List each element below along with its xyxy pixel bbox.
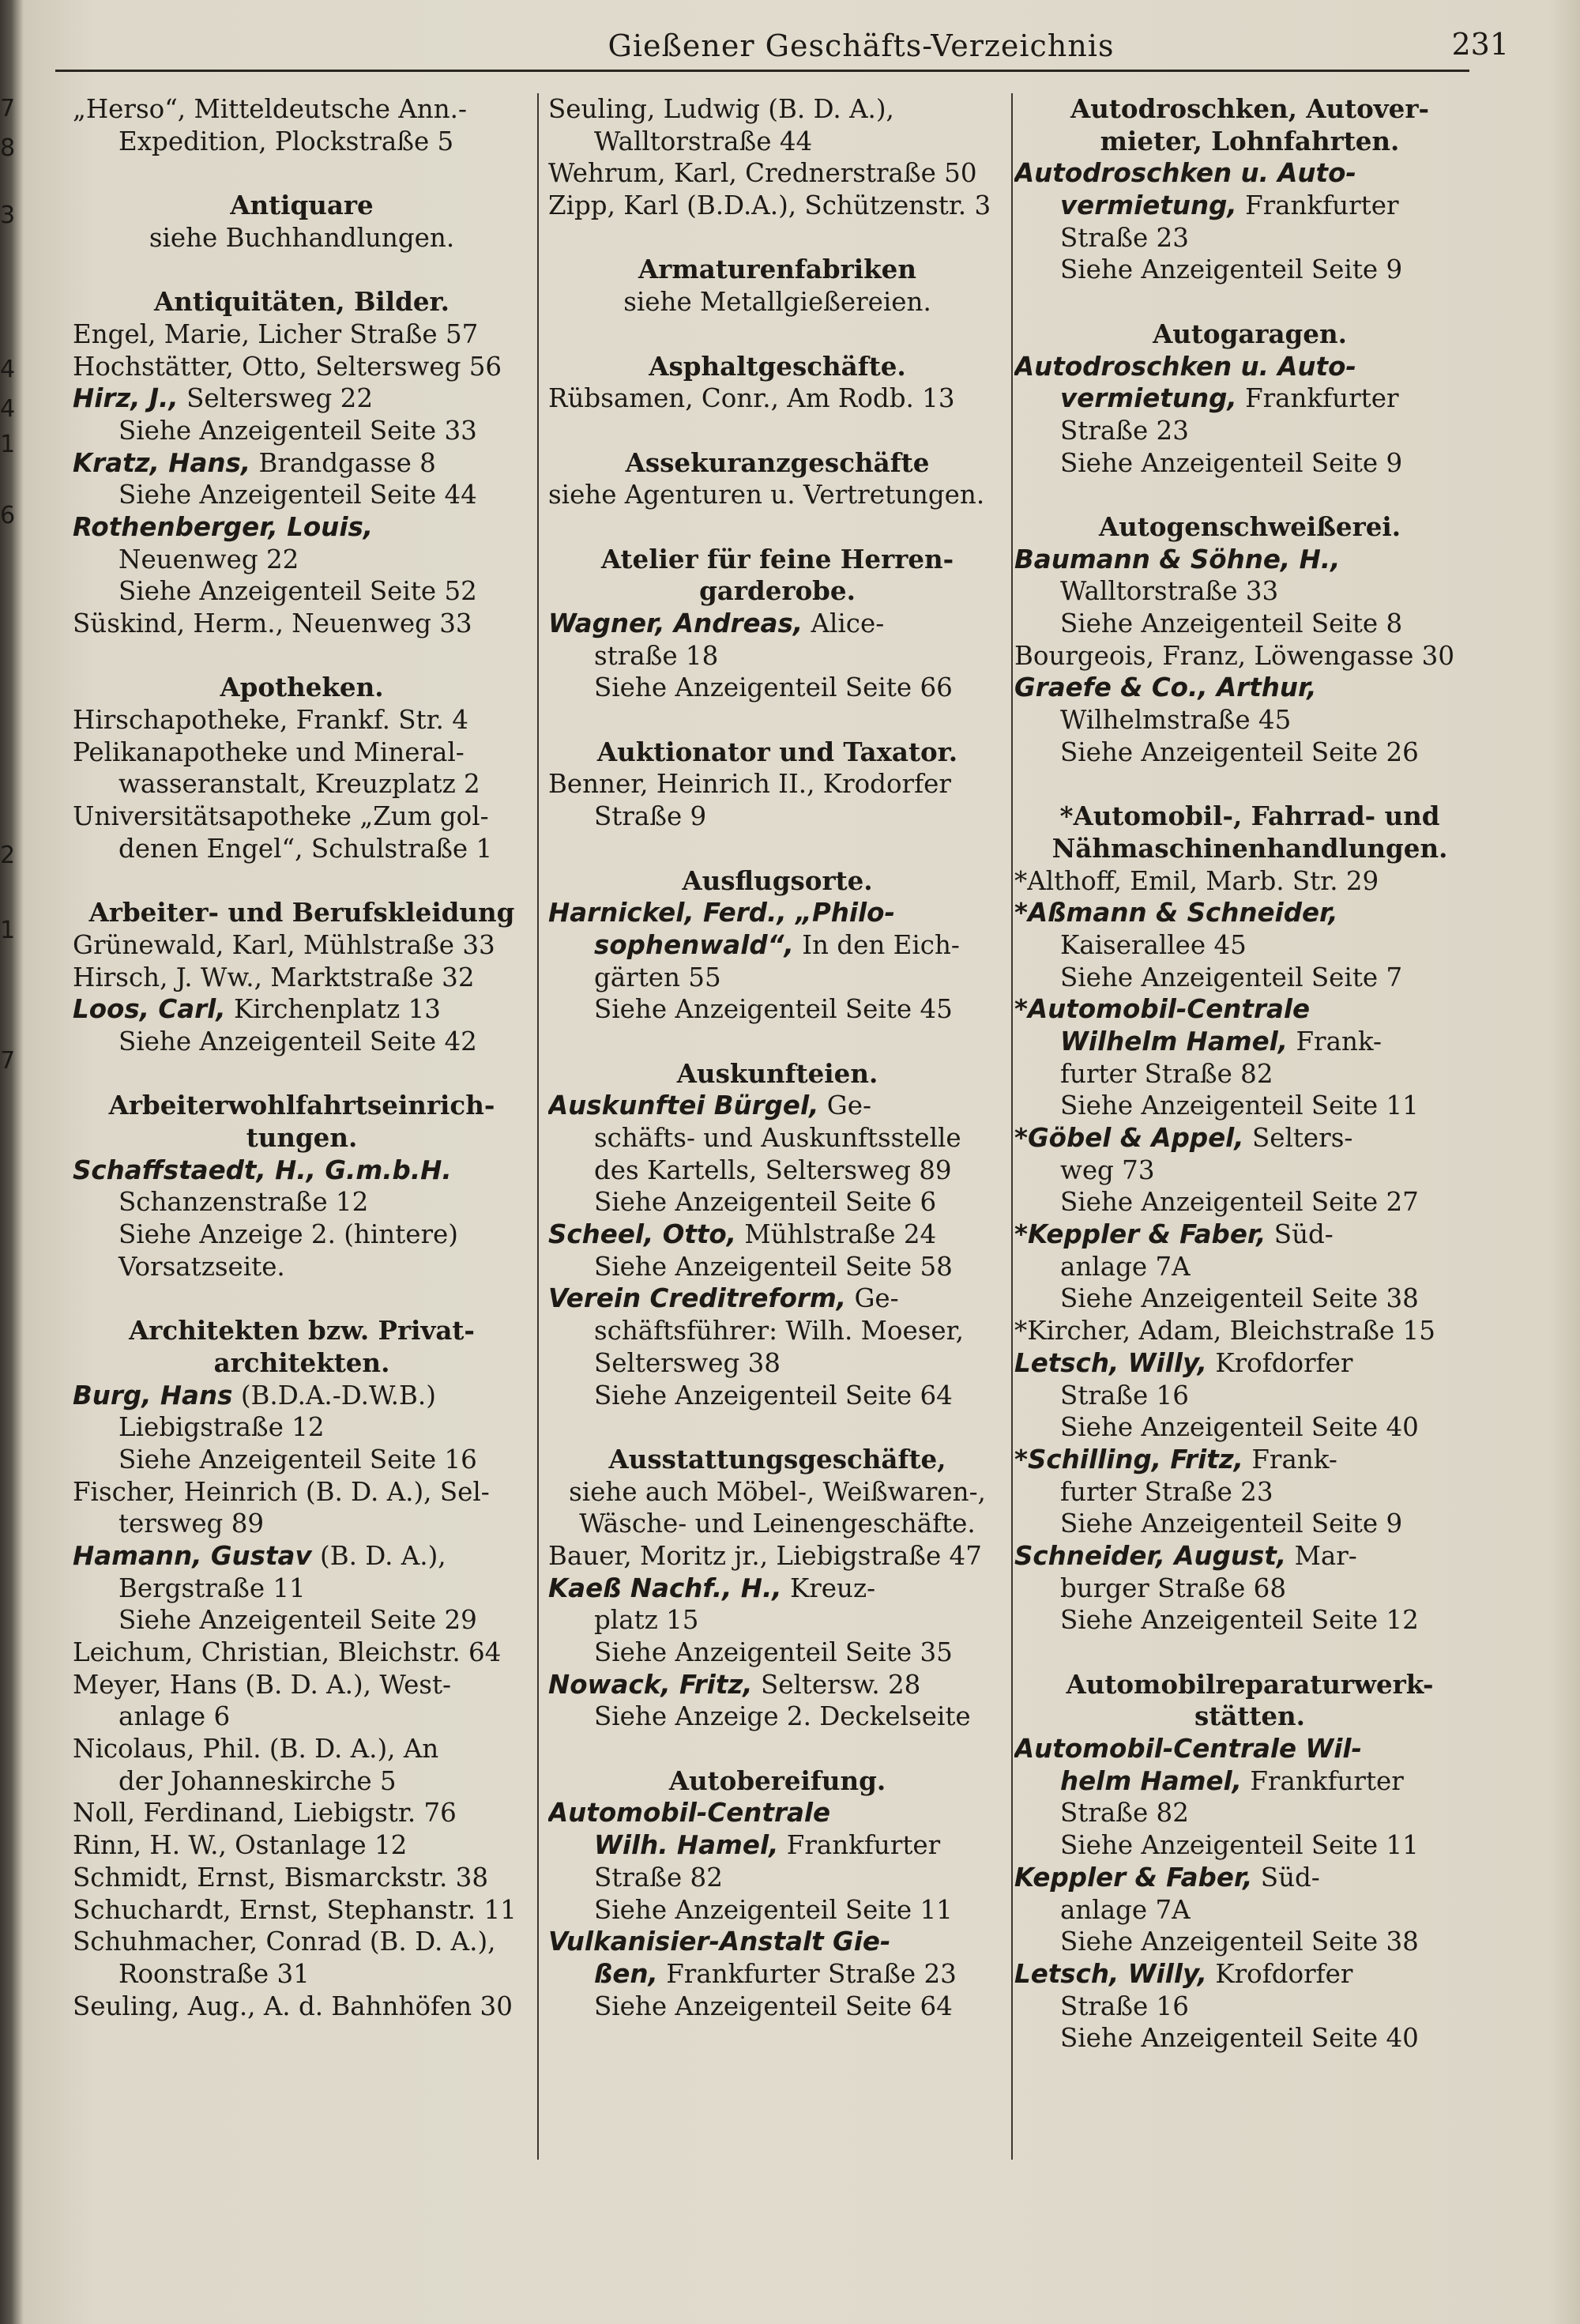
directory-entry: Benner, Heinrich II., Krodorfer xyxy=(548,769,951,800)
business-name: Schneider, August, xyxy=(1014,1540,1287,1571)
directory-entry: Schmidt, Ernst, Bismarckstr. 38 xyxy=(73,1862,489,1893)
section-heading: mieter, Lohnfahrten. xyxy=(1100,125,1400,156)
section-heading: tungen. xyxy=(246,1122,358,1153)
entry-continuation: Liebigstraße 12 xyxy=(118,1412,325,1443)
entry-address: Ge- xyxy=(818,1090,871,1121)
section-heading: Arbeiter- und Berufskleidung xyxy=(88,897,515,928)
spacer xyxy=(73,640,531,672)
entry-continuation: wasseranstalt, Kreuzplatz 2 xyxy=(118,769,480,800)
directory-entry: Hirsch, J. Ww., Marktstraße 32 xyxy=(73,962,475,993)
section-heading: Atelier für feine Herren- xyxy=(600,543,954,574)
advert-reference: Siehe Anzeigenteil Seite 58 xyxy=(594,1251,953,1282)
entry-address: Seltersweg 22 xyxy=(178,383,374,414)
directory-entry: Universitätsapotheke „Zum gol- xyxy=(73,801,489,832)
spacer xyxy=(548,1411,1006,1444)
section-heading: architekten. xyxy=(213,1347,390,1378)
directory-entry xyxy=(548,897,1006,929)
advert-reference: Siehe Anzeigenteil Seite 9 xyxy=(1060,447,1403,478)
section-heading: *Automobil-, Fahrrad- und xyxy=(1059,800,1440,832)
entry-continuation: Neuenweg 22 xyxy=(118,544,299,574)
advert-reference: Siehe Anzeigenteil Seite 33 xyxy=(118,415,477,446)
directory-entry xyxy=(1014,1733,1485,1765)
column-divider xyxy=(537,93,539,2160)
edge-mark: 3 xyxy=(0,202,16,229)
directory-entry xyxy=(73,1154,531,1187)
entry-address: Krofdorfer xyxy=(1206,1347,1353,1378)
entry-continuation: denen Engel“, Schulstraße 1 xyxy=(118,833,493,864)
business-name: Letsch, Willy, xyxy=(1014,1347,1207,1378)
directory-entry xyxy=(548,1797,1006,1829)
directory-entry: Seuling, Aug., A. d. Bahnhöfen 30 xyxy=(73,1991,513,2021)
directory-entry xyxy=(1014,1347,1485,1380)
spacer xyxy=(548,415,1006,447)
advert-reference: Siehe Anzeige 2. (hintere) xyxy=(118,1219,458,1250)
business-name: Kratz, Hans, xyxy=(73,447,251,478)
entry-address: Seltersw. 28 xyxy=(752,1669,921,1700)
directory-entry: Hirschapotheke, Frankf. Str. 4 xyxy=(73,705,468,736)
spacer xyxy=(548,511,1006,544)
section-heading: Autobereifung. xyxy=(668,1765,886,1796)
directory-entry xyxy=(548,1669,1006,1701)
entry-continuation: Bergstraße 11 xyxy=(118,1573,306,1603)
advert-reference: Siehe Anzeigenteil Seite 9 xyxy=(1060,1509,1403,1539)
directory-entry xyxy=(1014,993,1485,1026)
business-name: Autodroschken u. Auto- xyxy=(1014,351,1356,382)
cross-reference: siehe Metallgießereien. xyxy=(623,287,931,318)
advert-reference: Siehe Anzeigenteil Seite 11 xyxy=(1060,1090,1419,1121)
column-divider xyxy=(1011,93,1013,2160)
advert-reference: Siehe Anzeigenteil Seite 66 xyxy=(594,672,953,703)
entry-continuation xyxy=(1014,1765,1485,1798)
entry-address: Krofdorfer xyxy=(1206,1958,1353,1989)
entry-address: Frankfurter xyxy=(1236,190,1399,221)
advert-reference: Siehe Anzeigenteil Seite 7 xyxy=(1060,962,1403,993)
entry-address: Frankfurter xyxy=(1236,383,1399,414)
directory-entry: Seuling, Ludwig (B. D. A.), xyxy=(548,94,894,124)
section-heading: Antiquare xyxy=(230,190,374,221)
cross-reference: siehe Buchhandlungen. xyxy=(149,222,455,253)
directory-entry: Nicolaus, Phil. (B. D. A.), An xyxy=(73,1734,439,1765)
directory-entry: Grünewald, Karl, Mühlstraße 33 xyxy=(73,929,495,960)
spacer xyxy=(1014,1637,1485,1669)
business-name: *Schilling, Fritz, xyxy=(1014,1444,1244,1475)
directory-column-3 xyxy=(1014,93,1485,2055)
directory-entry: Zipp, Karl (B.D.A.), Schützenstr. 3 xyxy=(548,190,991,221)
section-heading: Antiquitäten, Bilder. xyxy=(154,286,450,318)
entry-address: Frank- xyxy=(1243,1444,1337,1475)
directory-entry xyxy=(1014,672,1485,704)
directory-entry: Süskind, Herm., Neuenweg 33 xyxy=(73,608,472,638)
business-name: Wagner, Andreas, xyxy=(548,608,803,638)
business-name: Harnickel, Ferd., „Philo- xyxy=(548,898,896,928)
section-heading: Ausstattungsgeschäfte, xyxy=(608,1443,946,1475)
directory-entry xyxy=(1014,1540,1485,1573)
spacer xyxy=(548,833,1006,865)
entry-continuation xyxy=(1014,1026,1485,1058)
entry-continuation: Vorsatzseite. xyxy=(118,1251,285,1282)
advert-reference: Siehe Anzeigenteil Seite 16 xyxy=(118,1444,477,1475)
directory-entry: Schuhmacher, Conrad (B. D. A.), xyxy=(73,1927,496,1957)
entry-address: Frankfurter xyxy=(1242,1765,1404,1796)
business-name: Hirz, J., xyxy=(73,383,179,414)
entry-continuation: Straße 23 xyxy=(1060,222,1189,253)
entry-continuation: weg 73 xyxy=(1060,1154,1155,1185)
spacer xyxy=(73,1283,531,1315)
business-name: Loos, Carl, xyxy=(73,994,226,1025)
directory-entry xyxy=(548,1926,1006,1958)
spacer xyxy=(73,254,531,286)
section-heading: Autogenschweißerei. xyxy=(1098,510,1401,542)
page-header xyxy=(71,22,1509,70)
entry-continuation: Straße 16 xyxy=(1060,1991,1189,2021)
entry-address: (B.D.A.-D.W.B.) xyxy=(232,1380,436,1411)
entry-continuation: anlage 6 xyxy=(118,1701,231,1732)
entry-continuation: Schanzenstraße 12 xyxy=(118,1187,369,1218)
section-heading: Architekten bzw. Privat- xyxy=(129,1315,475,1347)
directory-entry: Leichum, Christian, Bleichstr. 64 xyxy=(73,1637,502,1667)
spacer xyxy=(73,157,531,190)
directory-column-1 xyxy=(73,93,531,2022)
business-name: Rothenberger, Louis, xyxy=(73,511,374,542)
advert-reference: Siehe Anzeigenteil Seite 9 xyxy=(1060,254,1403,285)
edge-mark: 8 xyxy=(0,134,16,162)
entry-continuation: des Kartells, Seltersweg 89 xyxy=(594,1154,952,1185)
entry-continuation: Walltorstraße 33 xyxy=(1060,576,1279,607)
advert-reference: Siehe Anzeigenteil Seite 40 xyxy=(1060,1412,1419,1443)
business-name: Graefe & Co., Arthur, xyxy=(1014,672,1317,703)
advert-reference: Siehe Anzeigenteil Seite 42 xyxy=(118,1026,477,1057)
directory-entry: Bauer, Moritz jr., Liebigstraße 47 xyxy=(548,1540,982,1571)
advert-reference: Siehe Anzeigenteil Seite 12 xyxy=(1060,1605,1419,1636)
directory-entry: Noll, Ferdinand, Liebigstr. 76 xyxy=(73,1798,457,1829)
advert-reference: Siehe Anzeigenteil Seite 29 xyxy=(118,1605,477,1636)
business-name: Burg, Hans xyxy=(73,1380,233,1411)
edge-mark: 7 xyxy=(0,1047,16,1075)
spacer xyxy=(1014,286,1485,318)
entry-continuation: platz 15 xyxy=(594,1605,699,1636)
section-heading: Ausflugsorte. xyxy=(682,864,873,896)
business-name: vermietung, xyxy=(1060,383,1237,414)
entry-continuation: der Johanneskirche 5 xyxy=(118,1765,397,1796)
entry-continuation xyxy=(1014,382,1485,415)
directory-entry: *Althoff, Emil, Marb. Str. 29 xyxy=(1014,865,1379,896)
business-name: Hamann, Gustav xyxy=(73,1540,312,1571)
business-name: Wilh. Hamel, xyxy=(594,1830,779,1861)
section-heading: Arbeiterwohlfahrtseinrich- xyxy=(108,1090,495,1121)
directory-entry xyxy=(1014,351,1485,383)
entry-continuation: Straße 9 xyxy=(594,801,707,832)
advert-reference: Siehe Anzeigenteil Seite 8 xyxy=(1060,608,1403,638)
cross-reference: Wäsche- und Leinengeschäfte. xyxy=(579,1509,976,1539)
entry-address: Mar- xyxy=(1286,1540,1357,1571)
business-name: Auskunftei Bürgel, xyxy=(548,1090,819,1121)
directory-entry xyxy=(548,608,1006,640)
spacer xyxy=(548,222,1006,254)
entry-continuation xyxy=(1014,190,1485,222)
entry-continuation: straße 18 xyxy=(594,640,719,671)
business-name: *Aßmann & Schneider, xyxy=(1014,898,1338,928)
directory-entry xyxy=(73,993,531,1026)
directory-entry xyxy=(548,1283,1006,1315)
directory-entry: Fischer, Heinrich (B. D. A.), Sel- xyxy=(73,1476,490,1507)
directory-entry xyxy=(1014,897,1485,929)
entry-continuation: burger Straße 68 xyxy=(1060,1573,1287,1603)
entry-address: Frankfurter xyxy=(778,1830,941,1861)
business-name: Verein Creditreform, xyxy=(548,1283,847,1314)
business-name: *Keppler & Faber, xyxy=(1014,1219,1266,1250)
entry-continuation: schäftsführer: Wilh. Moeser, xyxy=(594,1316,964,1347)
directory-entry xyxy=(1014,1218,1485,1251)
entry-continuation: Expedition, Plockstraße 5 xyxy=(118,126,454,156)
advert-reference: Siehe Anzeige 2. Deckelseite xyxy=(594,1701,971,1732)
business-name: Letsch, Willy, xyxy=(1014,1958,1207,1989)
section-heading: Autodroschken, Autover- xyxy=(1070,93,1429,124)
entry-address: Frank- xyxy=(1288,1026,1382,1057)
edge-mark: 1 xyxy=(0,917,16,944)
business-name: Automobil-Centrale Wil- xyxy=(1014,1734,1363,1765)
directory-entry xyxy=(1014,1958,1485,1991)
edge-mark: 1 xyxy=(0,431,16,458)
entry-address: Alice- xyxy=(803,608,885,638)
entry-continuation xyxy=(548,1829,1006,1862)
entry-continuation: Straße 16 xyxy=(1060,1380,1189,1411)
section-heading: Assekuranzgeschäfte xyxy=(625,446,930,478)
business-name: Nowack, Fritz, xyxy=(548,1669,753,1700)
spacer xyxy=(548,318,1006,351)
spacer xyxy=(548,1026,1006,1058)
entry-continuation xyxy=(548,929,1006,962)
spacer xyxy=(1014,479,1485,511)
business-name: *Automobil-Centrale xyxy=(1014,994,1311,1025)
entry-continuation: furter Straße 82 xyxy=(1060,1058,1273,1089)
section-heading: Auskunfteien. xyxy=(676,1057,878,1089)
section-heading: Auktionator und Taxator. xyxy=(596,736,958,767)
advert-reference: Siehe Anzeigenteil Seite 6 xyxy=(594,1187,937,1218)
spacer xyxy=(73,865,531,898)
advert-reference: Siehe Anzeigenteil Seite 45 xyxy=(594,994,953,1025)
business-name: Autodroschken u. Auto- xyxy=(1014,158,1356,189)
directory-entry: „Herso“, Mitteldeutsche Ann.- xyxy=(73,94,467,124)
entry-continuation: furter Straße 23 xyxy=(1060,1476,1273,1507)
section-heading: Nähmaschinenhandlungen. xyxy=(1051,832,1448,864)
entry-address: Brandgasse 8 xyxy=(250,447,436,478)
directory-entry xyxy=(548,1218,1006,1251)
section-heading: Armaturenfabriken xyxy=(638,254,916,285)
business-name: vermietung, xyxy=(1060,190,1237,221)
advert-reference: Siehe Anzeigenteil Seite 44 xyxy=(118,480,477,510)
business-name: ßen, xyxy=(594,1958,658,1989)
entry-continuation: anlage 7A xyxy=(1060,1251,1191,1282)
directory-entry xyxy=(73,511,531,544)
entry-continuation: schäfts- und Auskunftsstelle xyxy=(594,1123,961,1153)
directory-entry xyxy=(1014,544,1485,576)
entry-address: (B. D. A.), xyxy=(311,1540,446,1571)
directory-entry: *Kircher, Adam, Bleichstraße 15 xyxy=(1014,1316,1435,1347)
business-name: Kaeß Nachf., H., xyxy=(548,1573,782,1603)
directory-entry xyxy=(548,1573,1006,1605)
business-name: helm Hamel, xyxy=(1060,1765,1243,1796)
entry-continuation: Kaiserallee 45 xyxy=(1060,929,1247,960)
directory-entry: Bourgeois, Franz, Löwengasse 30 xyxy=(1014,640,1455,671)
directory-entry: Rübsamen, Conr., Am Rodb. 13 xyxy=(548,383,955,414)
directory-entry xyxy=(1014,1444,1485,1476)
directory-entry xyxy=(1014,1862,1485,1894)
running-title: Gießener Geschäfts-Verzeichnis xyxy=(608,28,1115,63)
directory-entry: Hochstätter, Otto, Seltersweg 56 xyxy=(73,351,502,382)
entry-address: Süd- xyxy=(1266,1219,1334,1250)
page-number: 231 xyxy=(1451,27,1509,62)
cross-reference: siehe auch Möbel-, Weißwaren-, xyxy=(569,1476,986,1507)
advert-reference: Siehe Anzeigenteil Seite 35 xyxy=(594,1637,953,1667)
edge-mark: 7 xyxy=(0,95,16,122)
business-name: *Göbel & Appel, xyxy=(1014,1123,1244,1153)
business-name: Automobil-Centrale xyxy=(548,1798,831,1829)
directory-entry xyxy=(1014,1122,1485,1154)
entry-continuation: Roonstraße 31 xyxy=(118,1958,310,1989)
entry-continuation: Straße 82 xyxy=(1060,1798,1189,1829)
directory-entry: Rinn, H. W., Ostanlage 12 xyxy=(73,1830,408,1861)
section-heading: Apotheken. xyxy=(220,672,384,703)
directory-entry: siehe Agenturen u. Vertretungen. xyxy=(548,480,985,510)
business-name: Vulkanisier-Anstalt Gie- xyxy=(548,1927,891,1957)
entry-continuation: anlage 7A xyxy=(1060,1894,1191,1925)
section-heading: stätten. xyxy=(1194,1701,1305,1732)
edge-mark: 2 xyxy=(0,842,16,869)
entry-continuation: Walltorstraße 44 xyxy=(594,126,813,156)
entry-address: Kreuz- xyxy=(781,1573,876,1603)
business-name: Baumann & Söhne, H., xyxy=(1014,544,1341,574)
section-heading: Automobilreparaturwerk- xyxy=(1066,1668,1434,1700)
entry-continuation: Wilhelmstraße 45 xyxy=(1060,705,1292,736)
edge-mark: 6 xyxy=(0,502,16,529)
section-heading: Asphaltgeschäfte. xyxy=(649,350,906,382)
entry-address: Süd- xyxy=(1252,1862,1320,1893)
directory-entry xyxy=(73,447,531,480)
directory-entry xyxy=(1014,157,1485,190)
entry-continuation: Straße 82 xyxy=(594,1862,723,1893)
entry-address: In den Eich- xyxy=(793,929,960,960)
directory-entry: Pelikanapotheke und Mineral- xyxy=(73,736,465,767)
advert-reference: Siehe Anzeigenteil Seite 26 xyxy=(1060,736,1419,767)
advert-reference: Siehe Anzeigenteil Seite 38 xyxy=(1060,1927,1419,1957)
directory-entry: Engel, Marie, Licher Straße 57 xyxy=(73,318,479,349)
spacer xyxy=(548,704,1006,736)
spacer xyxy=(1014,768,1485,800)
directory-entry xyxy=(73,1540,531,1573)
spacer xyxy=(73,1058,531,1090)
business-name: Wilhelm Hamel, xyxy=(1060,1026,1288,1057)
entry-continuation: tersweg 89 xyxy=(118,1509,265,1539)
entry-address: Kirchenplatz 13 xyxy=(225,994,441,1025)
directory-column-2 xyxy=(548,93,1006,2022)
advert-reference: Siehe Anzeigenteil Seite 38 xyxy=(1060,1283,1419,1314)
advert-reference: Siehe Anzeigenteil Seite 27 xyxy=(1060,1187,1419,1218)
spacer xyxy=(548,1733,1006,1765)
header-rule xyxy=(55,70,1469,72)
entry-continuation: Straße 23 xyxy=(1060,415,1189,446)
entry-address: Mühlstraße 24 xyxy=(736,1219,937,1250)
advert-reference: Siehe Anzeigenteil Seite 52 xyxy=(118,576,477,607)
directory-entry xyxy=(548,1090,1006,1122)
advert-reference: Siehe Anzeigenteil Seite 40 xyxy=(1060,2023,1419,2054)
directory-entry xyxy=(73,1380,531,1412)
business-name: Schaffstaedt, H., G.m.b.H. xyxy=(73,1154,452,1185)
entry-continuation xyxy=(548,1958,1006,1991)
directory-entry: Meyer, Hans (B. D. A.), West- xyxy=(73,1669,452,1700)
directory-entry xyxy=(73,382,531,415)
section-heading: garderobe. xyxy=(699,575,856,607)
edge-mark: 4 xyxy=(0,395,16,423)
directory-entry: Schuchardt, Ernst, Stephanstr. 11 xyxy=(73,1894,517,1925)
business-name: Keppler & Faber, xyxy=(1014,1862,1253,1893)
section-heading: Autogaragen. xyxy=(1153,318,1347,349)
advert-reference: Siehe Anzeigenteil Seite 64 xyxy=(594,1991,953,2021)
business-name: sophenwald“, xyxy=(594,929,794,960)
advert-reference: Siehe Anzeigenteil Seite 11 xyxy=(1060,1830,1419,1861)
entry-continuation: gärten 55 xyxy=(594,962,721,993)
directory-entry: Wehrum, Karl, Crednerstraße 50 xyxy=(548,158,977,189)
entry-address: Selters- xyxy=(1243,1123,1353,1153)
entry-address: Frankfurter Straße 23 xyxy=(657,1958,957,1989)
entry-continuation: Seltersweg 38 xyxy=(594,1347,781,1378)
edge-mark: 4 xyxy=(0,356,16,383)
business-name: Scheel, Otto, xyxy=(548,1219,737,1250)
advert-reference: Siehe Anzeigenteil Seite 64 xyxy=(594,1380,953,1411)
advert-reference: Siehe Anzeigenteil Seite 11 xyxy=(594,1894,953,1925)
entry-address: Ge- xyxy=(846,1283,899,1314)
